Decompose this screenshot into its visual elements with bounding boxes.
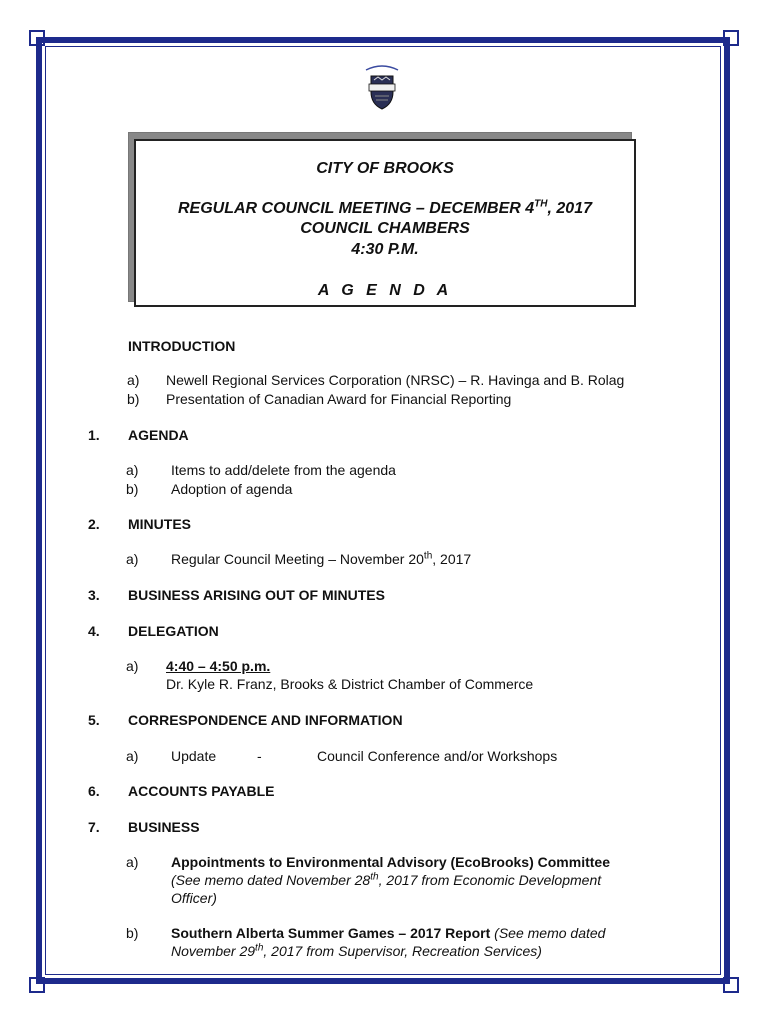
document-type: A G E N D A [317, 282, 453, 299]
section-heading: BUSINESS ARISING OUT OF MINUTES [128, 587, 385, 603]
section-number: 6. [88, 783, 100, 799]
correspondence-label: Update [171, 748, 217, 764]
intro-heading: INTRODUCTION [128, 338, 236, 354]
section-number: 7. [88, 819, 100, 835]
business-item-title: Appointments to Environmental Advisory (EcoBrooks) Committee [171, 854, 610, 870]
section-heading: ACCOUNTS PAYABLE [128, 783, 275, 799]
border-corner-ornament [723, 977, 739, 993]
business-item-note: November 29th, 2017 from Supervisor, Recreation Services) [171, 942, 542, 959]
intro-item: Newell Regional Services Corporation (NRSC) – R. Havinga and B. Rolag [166, 372, 625, 388]
delegation-time: 4:40 – 4:50 p.m. [166, 658, 271, 674]
item-letter: b) [126, 925, 139, 941]
section-number: 5. [88, 712, 100, 728]
section-number: 3. [88, 587, 100, 603]
section-number: 4. [88, 623, 100, 639]
border-corner-ornament [29, 30, 45, 46]
meeting-location: COUNCIL CHAMBERS [300, 220, 470, 237]
section-heading: AGENDA [128, 427, 189, 443]
section-number: 1. [88, 427, 100, 443]
business-item-note: (See memo dated [494, 925, 606, 941]
item-letter: a) [126, 551, 139, 567]
section-number: 2. [88, 516, 100, 532]
section-heading: CORRESPONDENCE AND INFORMATION [128, 712, 403, 728]
section-heading: DELEGATION [128, 623, 219, 639]
city-crest-icon [362, 62, 402, 112]
business-item-title: Southern Alberta Summer Games – 2017 Report [171, 925, 491, 941]
border-corner-ornament [29, 977, 45, 993]
intro-item: Presentation of Canadian Award for Financial Reporting [166, 391, 512, 407]
agenda-item: Items to add/delete from the agenda [171, 462, 396, 478]
business-item-note: Officer) [171, 890, 217, 906]
item-letter: a) [126, 658, 139, 674]
title-box [134, 139, 636, 307]
meeting-time: 4:30 P.M. [351, 241, 419, 258]
section-heading: MINUTES [128, 516, 191, 532]
org-name: CITY OF BROOKS [316, 160, 454, 177]
minutes-item: Regular Council Meeting – November 20th, 2017 [171, 550, 472, 567]
item-letter: b) [127, 391, 140, 407]
item-letter: b) [126, 481, 139, 497]
correspondence-dash: - [257, 748, 262, 764]
agenda-item: Adoption of agenda [171, 481, 293, 497]
business-item [171, 924, 605, 942]
meeting-title: REGULAR COUNCIL MEETING – DECEMBER 4TH, 2017 [177, 198, 592, 217]
border-corner-ornament [723, 30, 739, 46]
delegation-item: Dr. Kyle R. Franz, Brooks & District Chamber of Commerce [166, 676, 534, 692]
item-letter: a) [127, 372, 140, 388]
business-item-note: (See memo dated November 28th, 2017 from Economic Development [171, 871, 602, 888]
item-letter: a) [126, 748, 139, 764]
item-letter: a) [126, 854, 139, 870]
correspondence-item: Council Conference and/or Workshops [317, 748, 558, 764]
item-letter: a) [126, 462, 139, 478]
section-heading: BUSINESS [128, 819, 200, 835]
